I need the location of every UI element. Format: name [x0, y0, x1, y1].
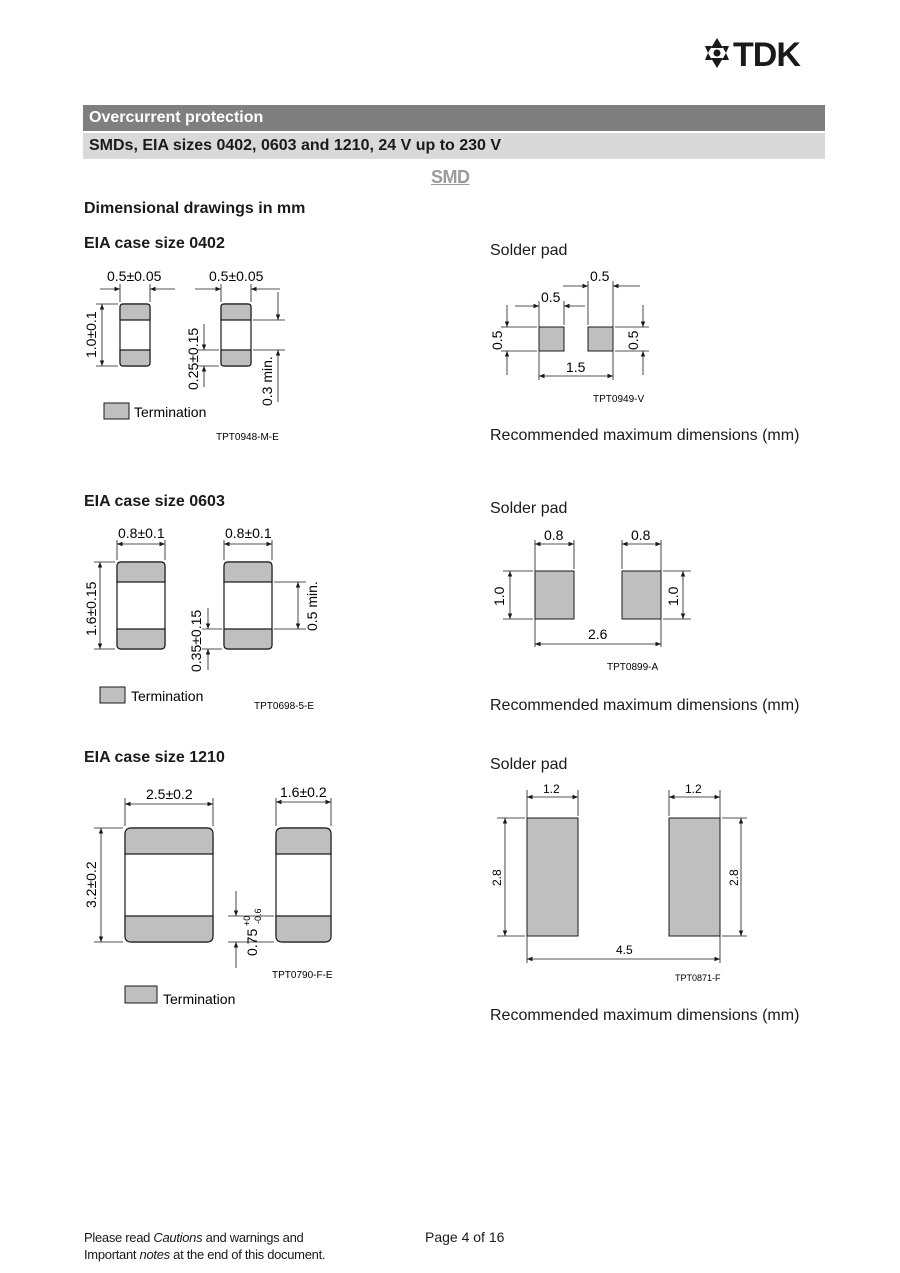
pad-0603-note: Recommended maximum dimensions (mm) — [490, 697, 800, 714]
tdk-logo — [703, 36, 827, 70]
case-1210-title: EIA case size 1210 — [84, 749, 225, 766]
case-0402-drawing — [80, 262, 380, 447]
pad-1210-title: Solder pad — [490, 756, 568, 773]
pad-left — [535, 571, 574, 619]
dim-width-front: 0.8±0.1 — [118, 525, 165, 541]
case-0402-side-view — [221, 304, 251, 366]
case-0402-title: EIA case size 0402 — [84, 235, 225, 252]
dim-min: 0.3 min. — [259, 356, 275, 406]
pad-dim-left-h: 1.0 — [491, 586, 507, 606]
subtitle-bar: SMDs, EIA sizes 0402, 0603 and 1210, 24 V up to 230 V — [83, 133, 825, 159]
case-1210-side-view — [276, 828, 331, 942]
pad-right — [669, 818, 720, 936]
dim-width-front: 2.5±0.2 — [146, 786, 193, 802]
pad-dim-right-w: 0.8 — [631, 527, 651, 543]
case-1210-front-view — [125, 828, 213, 942]
tdk-emblem-icon — [705, 38, 729, 68]
pad-right — [622, 571, 661, 619]
case-0603-drawing — [80, 520, 380, 715]
case-0603-front-view — [117, 562, 165, 649]
pad-dim-span: 1.5 — [566, 359, 586, 375]
dim-width-side: 1.6±0.2 — [280, 784, 327, 800]
termination-swatch — [104, 403, 129, 419]
dim-min: 0.5 min. — [304, 581, 320, 631]
pad-dim-right-w: 1.2 — [685, 782, 702, 796]
pad-dim-span: 4.5 — [616, 943, 633, 957]
drawing-ref: TPT0698-5-E — [254, 701, 315, 712]
pad-ref: TPT0871-F — [675, 973, 721, 983]
pad-dim-right: 0.5 — [625, 330, 641, 350]
pad-1210-drawing — [485, 778, 755, 993]
product-tag: SMD — [431, 167, 470, 187]
legend-termination: Termination — [163, 991, 236, 1007]
pad-dim-left-w: 1.2 — [543, 782, 560, 796]
footer-note: Please read Cautions and warnings and Important notes at the end of this document. — [84, 1230, 326, 1262]
pad-dim-left-h: 2.8 — [490, 869, 504, 886]
case-0402-front-view — [120, 304, 150, 366]
pad-0402-drawing — [485, 265, 655, 410]
section-title-bar: Overcurrent protection — [83, 105, 825, 131]
dim-tol-minus: -0.6 — [253, 908, 263, 924]
pad-dim-right-h: 2.8 — [727, 869, 741, 886]
legend-termination: Termination — [131, 688, 204, 704]
pad-dim-left: 0.5 — [489, 330, 505, 350]
pad-dim-right-h: 1.0 — [665, 586, 681, 606]
drawing-ref: TPT0790-F-E — [272, 970, 333, 981]
page-number: Page 4 of 16 — [425, 1229, 505, 1245]
dim-width-side: 0.8±0.1 — [225, 525, 272, 541]
pad-ref: TPT0949-V — [593, 394, 645, 405]
dim-termination: 0.35±0.15 — [188, 609, 204, 672]
case-0603-side-view — [224, 562, 272, 649]
termination-swatch — [100, 687, 125, 703]
pad-dim-left-w: 0.8 — [544, 527, 564, 543]
dim-width-side: 0.5±0.05 — [209, 268, 264, 284]
dimension-heading: Dimensional drawings in mm — [84, 200, 306, 217]
termination-swatch — [125, 986, 157, 1003]
dim-termination: 0.75 — [244, 928, 260, 956]
case-1210-drawing — [80, 776, 380, 1016]
pad-1210-note: Recommended maximum dimensions (mm) — [490, 1007, 800, 1024]
dim-termination: 0.25±0.15 — [185, 327, 201, 390]
pad-0402-note: Recommended maximum dimensions (mm) — [490, 427, 800, 444]
pad-ref: TPT0899-A — [607, 662, 659, 673]
dim-tol-plus: +0 — [242, 915, 252, 926]
pad-right — [588, 327, 613, 351]
legend-termination: Termination — [134, 404, 207, 420]
pad-0603-title: Solder pad — [490, 500, 568, 517]
pad-0603-drawing — [485, 522, 700, 677]
pad-0402-title: Solder pad — [490, 242, 568, 259]
case-0603-title: EIA case size 0603 — [84, 493, 225, 510]
brand-text: TDK — [733, 36, 800, 70]
dim-width-front: 0.5±0.05 — [107, 268, 162, 284]
pad-left — [539, 327, 564, 351]
pad-dim-top: 0.5 — [590, 268, 610, 284]
dim-length: 1.6±0.15 — [83, 581, 99, 636]
pad-dim-span: 2.6 — [588, 626, 608, 642]
pad-left — [527, 818, 578, 936]
drawing-ref: TPT0948-M-E — [216, 432, 279, 443]
dim-length: 3.2±0.2 — [83, 861, 99, 908]
dim-length: 1.0±0.1 — [83, 311, 99, 358]
pad-dim-mid: 0.5 — [541, 289, 561, 305]
